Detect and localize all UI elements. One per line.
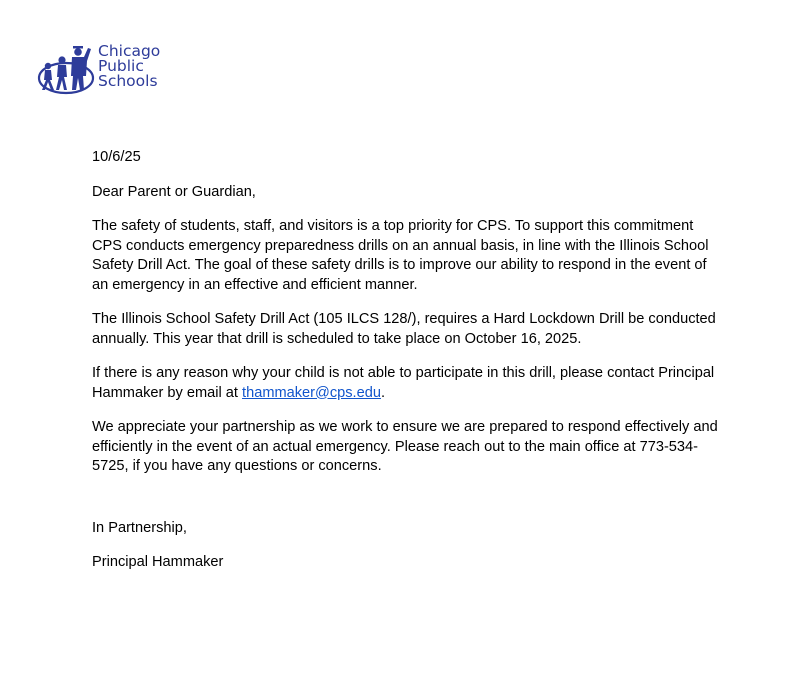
letter-paragraph-safety-priority: The safety of students, staff, and visitors is a top priority for CPS. To support this commitment CPS conducts emergency preparedness drills on an annual basis, in line with the Illinois School Safety Drill Act. The goal of these safety drills is to improve our ability to respond in the event of an emergency in an effective and efficient manner. [92,218,709,293]
logo-line-schools: Schools [98,72,158,90]
letter-paragraph-contact [92,364,722,403]
letter-closing: In Partnership, [92,519,187,536]
contact-text-end: . [380,384,386,401]
letter-paragraph-partnership: We appreciate your partnership as we work to ensure we are prepared to respond effectively and efficiently in the event of an actual emergency. Please reach out to the main office at 773-534-5725, if you have any questions or concerns. [92,419,718,474]
logo-line-public: Public [98,57,144,75]
logo-wordmark [98,44,160,89]
cps-logo [36,40,186,100]
letter-paragraph-drill-act: The Illinois School Safety Drill Act (105 ILCS 128/), requires a Hard Lockdown Drill be conducted annually. This year that drill is scheduled to take place on October 16, 2025. [92,311,716,347]
letter-body [92,148,722,588]
cps-students-emblem-icon [36,40,98,102]
letter-date: 10/6/25 [92,149,141,165]
letter-salutation: Dear Parent or Guardian, [92,183,256,200]
principal-email-link[interactable]: thammaker@cps.edu [242,384,381,401]
letter-signature: Principal Hammaker [92,554,224,570]
contact-text: If there is any reason why your child is not able to participate in this drill, please contact Principal Hammaker by email at [92,365,715,401]
logo-line-chicago: Chicago [98,42,161,60]
